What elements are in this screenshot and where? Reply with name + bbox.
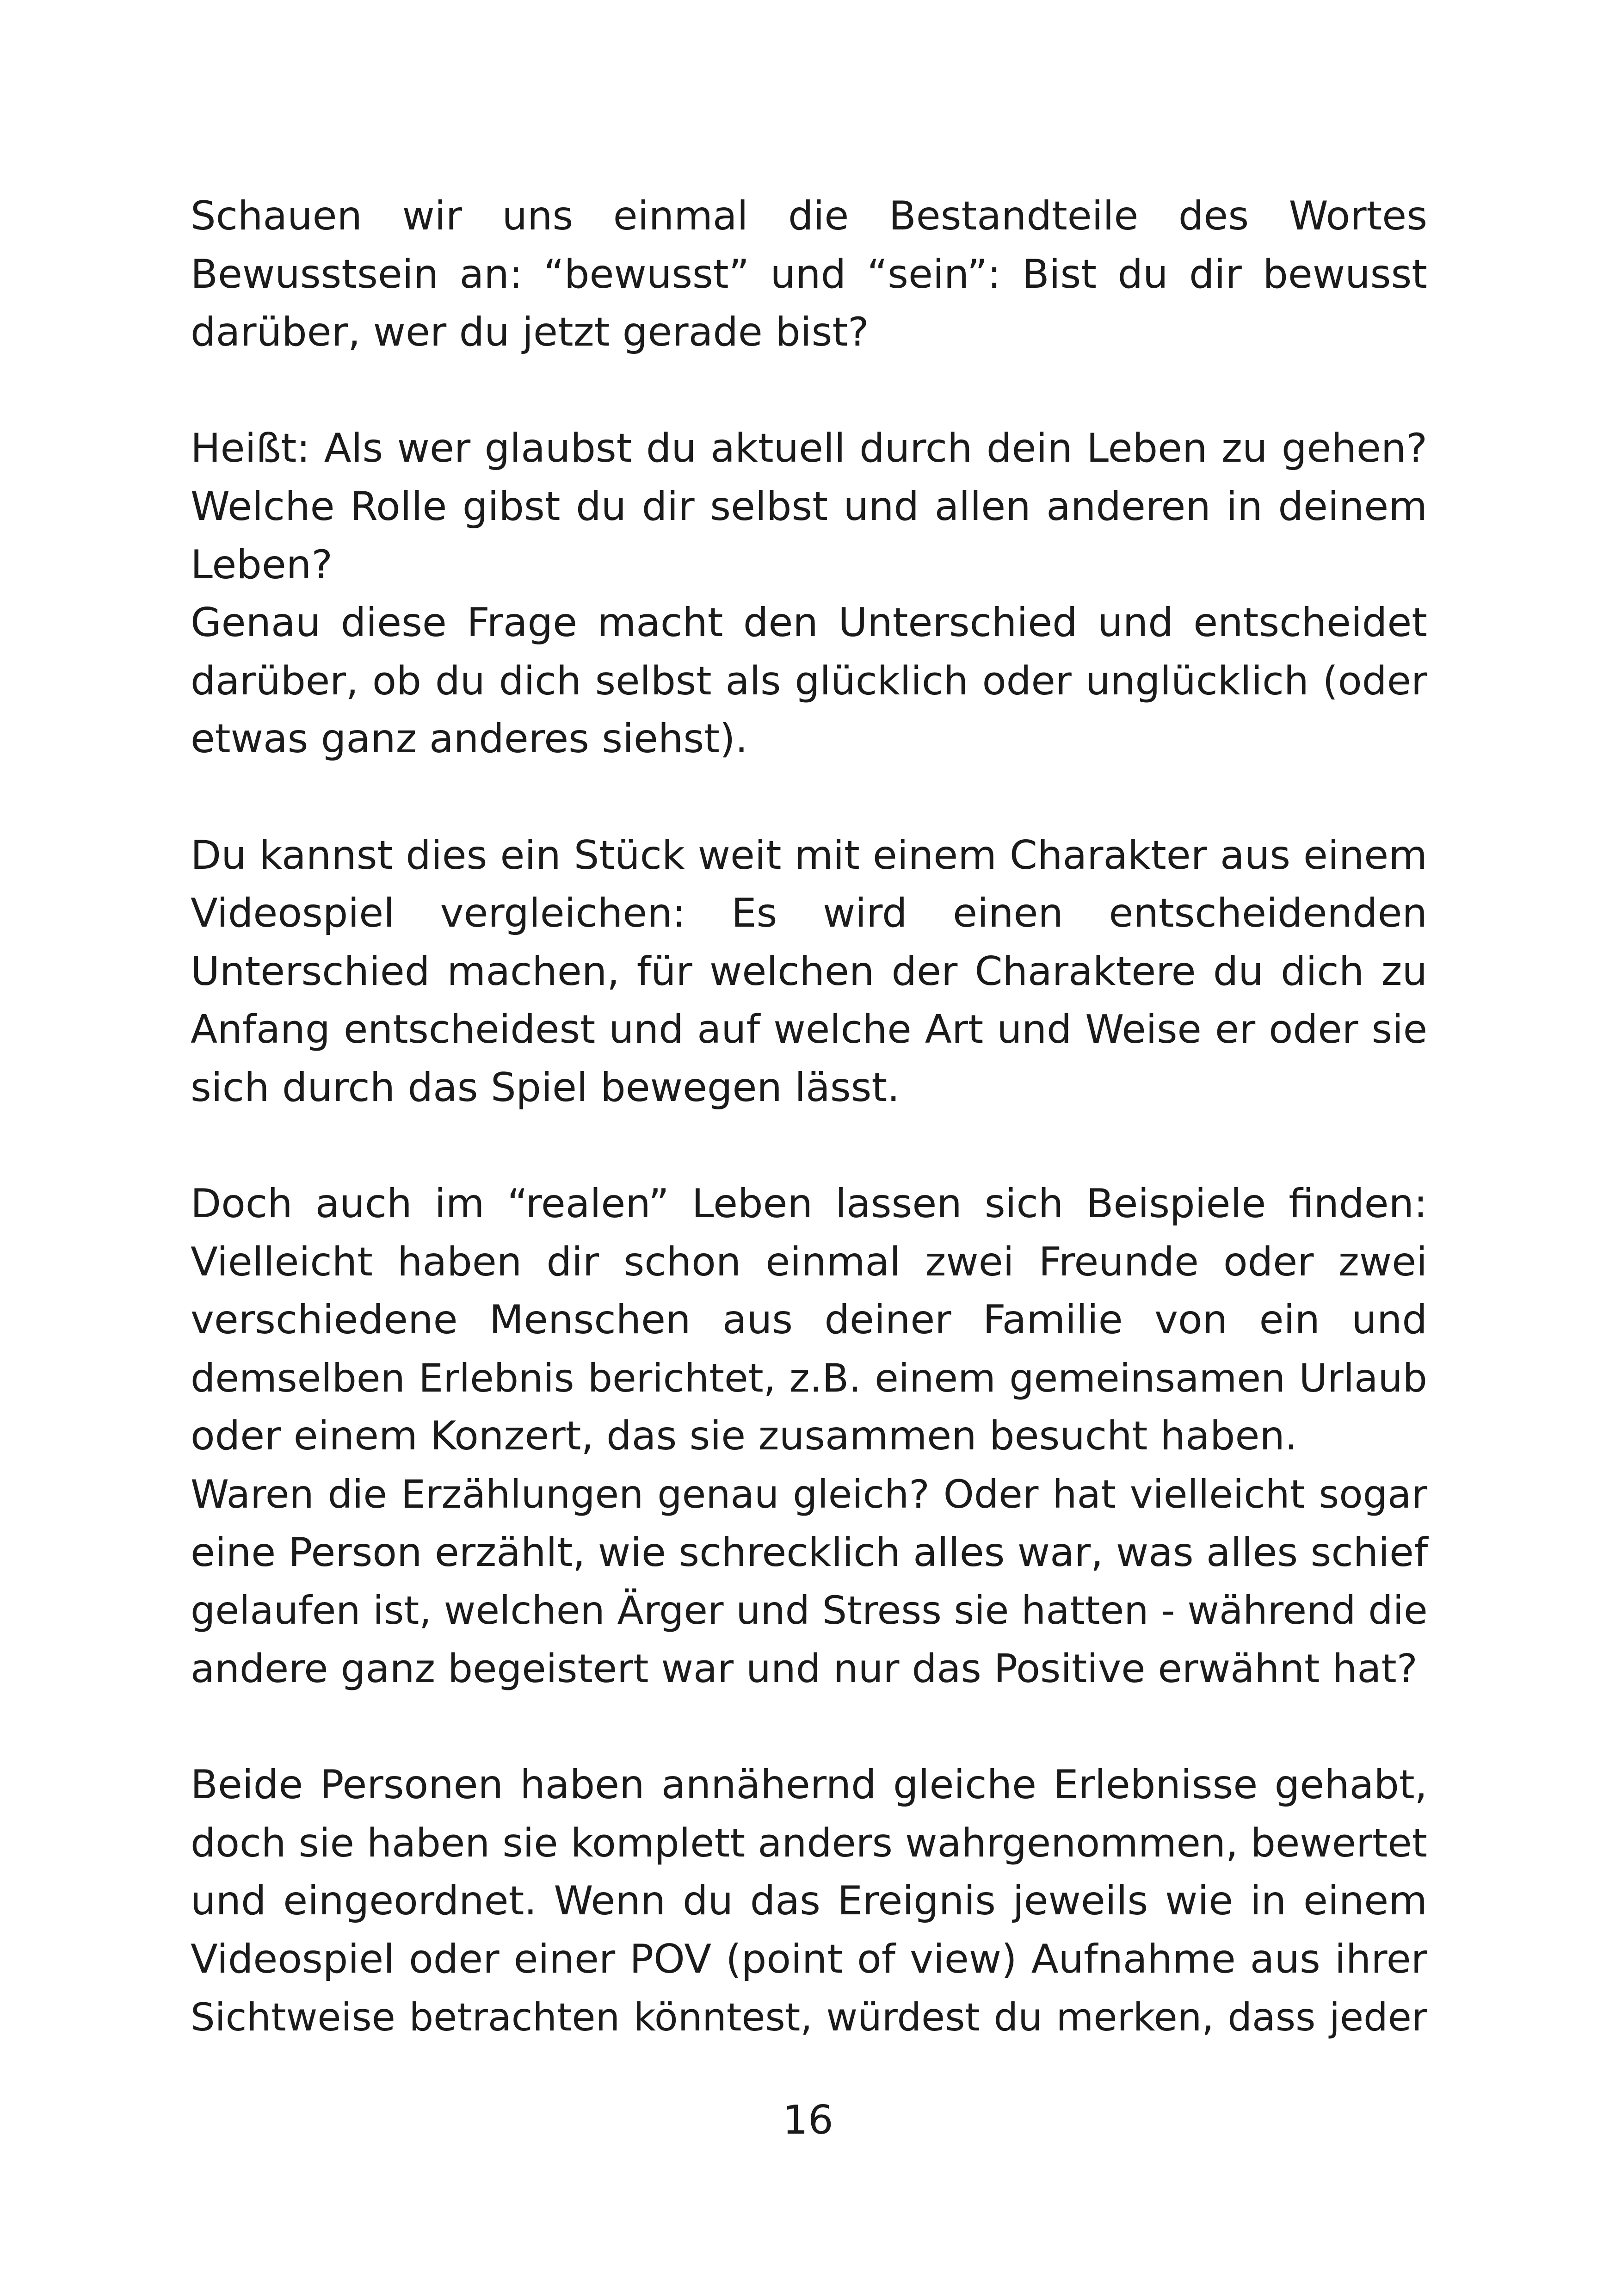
text-line: demselben Erlebnis berichtet, z.B. einem gemeinsamen Urlaub	[191, 1355, 1427, 1401]
paragraph-2	[191, 420, 1427, 768]
paragraph-gap	[191, 362, 1427, 420]
text-line: Leben?	[191, 541, 333, 588]
paragraph-gap	[191, 1698, 1427, 1756]
text-line: Anfang entscheidest und auf welche Art und Weise er oder sie	[191, 1007, 1427, 1053]
paragraph-5	[191, 1756, 1427, 2047]
text-line: Schauen wir uns einmal die Bestandteile des Wortes	[191, 193, 1427, 239]
text-line: andere ganz begeistert war und nur das Positive erwähnt hat?	[191, 1646, 1418, 1692]
text-line: darüber, wer du jetzt gerade bist?	[191, 309, 869, 356]
text-line: darüber, ob du dich selbst als glücklich oder unglücklich (oder	[191, 658, 1427, 704]
text-line: Bewusstsein an: “bewusst” und “sein”: Bist du dir bewusst	[191, 251, 1427, 297]
text-line: Heißt: Als wer glaubst du aktuell durch dein Leben zu gehen?	[191, 425, 1427, 472]
text-line: Waren die Erzählungen genau gleich? Oder hat vielleicht sogar	[191, 1472, 1427, 1517]
text-line: Vielleicht haben dir schon einmal zwei Freunde oder zwei	[191, 1238, 1427, 1285]
text-line: Du kannst dies ein Stück weit mit einem Charakter aus einem	[191, 832, 1427, 879]
text-line: oder einem Konzert, das sie zusammen besucht haben.	[191, 1413, 1298, 1460]
text-line: sich durch das Spiel bewegen lässt.	[191, 1064, 900, 1111]
text-line: Unterschied machen, für welchen der Charaktere du dich zu	[191, 948, 1427, 995]
paragraph-1	[191, 187, 1427, 362]
page-number: 16	[783, 2097, 833, 2143]
text-line: Videospiel oder einer POV (point of view) Aufnahme aus ihrer	[191, 1936, 1427, 1982]
text-line: Beide Personen haben annähernd gleiche Erlebnisse gehabt,	[191, 1762, 1427, 1808]
paragraph-4	[191, 1175, 1427, 1698]
text-line: Welche Rolle gibst du dir selbst und allen anderen in deinem	[191, 483, 1427, 530]
paragraph-3	[191, 827, 1427, 1117]
body-text	[191, 187, 1427, 2047]
text-line: Videospiel vergleichen: Es wird einen entscheidenden	[191, 890, 1427, 937]
text-line: gelaufen ist, welchen Ärger und Stress sie hatten - während die	[191, 1588, 1428, 1634]
text-line: etwas ganz anderes siehst).	[191, 716, 748, 762]
text-line: doch sie haben sie komplett anders wahrgenommen, bewertet	[191, 1820, 1427, 1866]
text-line: und eingeordnet. Wenn du das Ereignis jeweils wie in einem	[191, 1878, 1427, 1925]
text-line: Doch auch im “realen” Leben lassen sich Beispiele finden:	[191, 1181, 1427, 1227]
text-line: eine Person erzählt, wie schrecklich alles war, was alles schief	[191, 1529, 1428, 1576]
paragraph-gap	[191, 768, 1427, 827]
text-line: Genau diese Frage macht den Unterschied und entscheidet	[191, 600, 1427, 646]
text-line: verschiedene Menschen aus deiner Familie von ein und	[191, 1297, 1427, 1343]
text-line: Sichtweise betrachten könntest, würdest du merken, dass jeder	[191, 1995, 1427, 2040]
paragraph-gap	[191, 1117, 1427, 1176]
